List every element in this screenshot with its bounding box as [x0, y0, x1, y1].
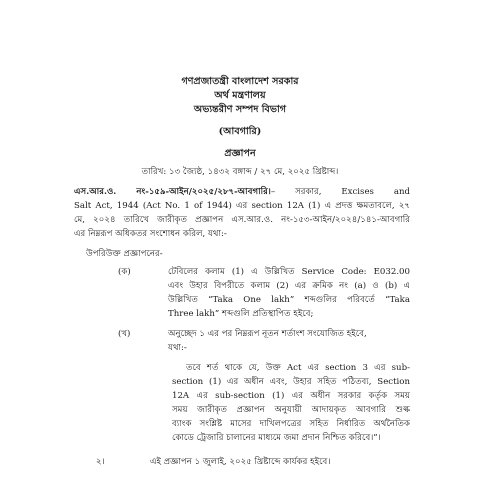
govt-name: গণপ্রজাতন্ত্রী বাংলাদেশ সরকার — [181, 76, 299, 87]
proviso-line-5: ব্যাংক সংশ্লিষ্ট মাসের দাখিলপত্রের সহিত নির্ধারিত অর্থনৈতিক — [172, 419, 410, 429]
ministry-name: অর্থ মন্ত্রণালয় — [214, 90, 266, 101]
item-k-line-3: উল্লিখিত “Taka One lakh” শব্দগুলির পরিবর্তে “Taka — [168, 295, 410, 305]
item-kh-line-2: যথা:- — [168, 343, 187, 353]
intro-line-1-rest: – সরকার, Excises and — [270, 187, 410, 197]
item-kh-line-1: অনুচ্ছেদ ১ এর পর নিম্নরূপ নূতন শর্তাংশ সংযোজিত হইবে, — [168, 329, 367, 339]
proviso-line-4: সময় জারীকৃত প্রজ্ঞাপন অনুযায়ী আদায়কৃত আবগারি শুল্ক — [172, 405, 410, 415]
wing-name: (আবগারি) — [218, 126, 262, 137]
section2-text: এই প্রজ্ঞাপন ১ জুলাই, ২০২৫ খ্রিষ্টাব্দে কার্যকর হইবে। — [150, 457, 331, 467]
item-k-line-2: এবং উহার বিপরীতে কলাম (2) এর ক্রমিক নং (a) ও (b) এ — [168, 281, 410, 291]
item-k-label: (ক) — [118, 267, 131, 277]
intro-line-4: এর নিম্নরূপ অধিকতর সংশোধন করিল, যথা:- — [74, 229, 227, 239]
section1-lead: উপরিউক্ত প্রজ্ঞাপনের- — [86, 249, 163, 259]
item-k-line-4: Three lakh” শব্দগুলি প্রতিস্থাপিত হইবে; — [168, 309, 314, 319]
intro-line-1 — [74, 186, 410, 198]
proviso-line-2: section (1) এর অধীন এবং, উহার সহিত পঠিতব্য, Section — [172, 377, 410, 387]
sro-reference: এস.আর.ও. নং-১৫৯-আইন/২০২৫/২৮৭-আবগারি। — [74, 187, 271, 197]
proviso-line-6: কোডে ট্রেজারি চালানের মাধ্যমে জমা প্রদান নিশ্চিত করিবে।”। — [172, 433, 381, 443]
proviso-line-3: 12A এর sub-section (1) এর অধীন সরকার কর্তৃক সময় — [172, 391, 410, 401]
item-kh-label: (খ) — [118, 329, 131, 339]
division-name: অভ্যন্তরীণ সম্পদ বিভাগ — [193, 104, 287, 115]
proviso-line-1: তবে শর্ত থাকে যে, উক্ত Act এর section 3 এর sub- — [186, 363, 410, 373]
notification-date: তারিখ: ১৩ জ্যৈষ্ঠ, ১৪৩২ বঙ্গাব্দ / ২৭ মে, ২০২৫ খ্রিষ্টাব্দ। — [141, 167, 339, 177]
section2-number: ২। — [96, 457, 105, 467]
item-k-line-1: টেবিলের কলাম (1) এ উল্লিখিত Service Code: E032.00 — [168, 267, 410, 277]
intro-line-3: মে, ২০২৪ তারিখে জারীকৃত প্রজ্ঞাপন এস.আর.ও. নং-১৫৩-আইন/২০২৪/১৪১-আবগারি — [74, 215, 410, 225]
intro-line-2: Salt Act, 1944 (Act No. 1 of 1944) এর section 12A (1) এ প্রদত্ত ক্ষমতাবলে, ২৭ — [74, 201, 410, 211]
notification-title: প্রজ্ঞাপন — [224, 148, 256, 159]
